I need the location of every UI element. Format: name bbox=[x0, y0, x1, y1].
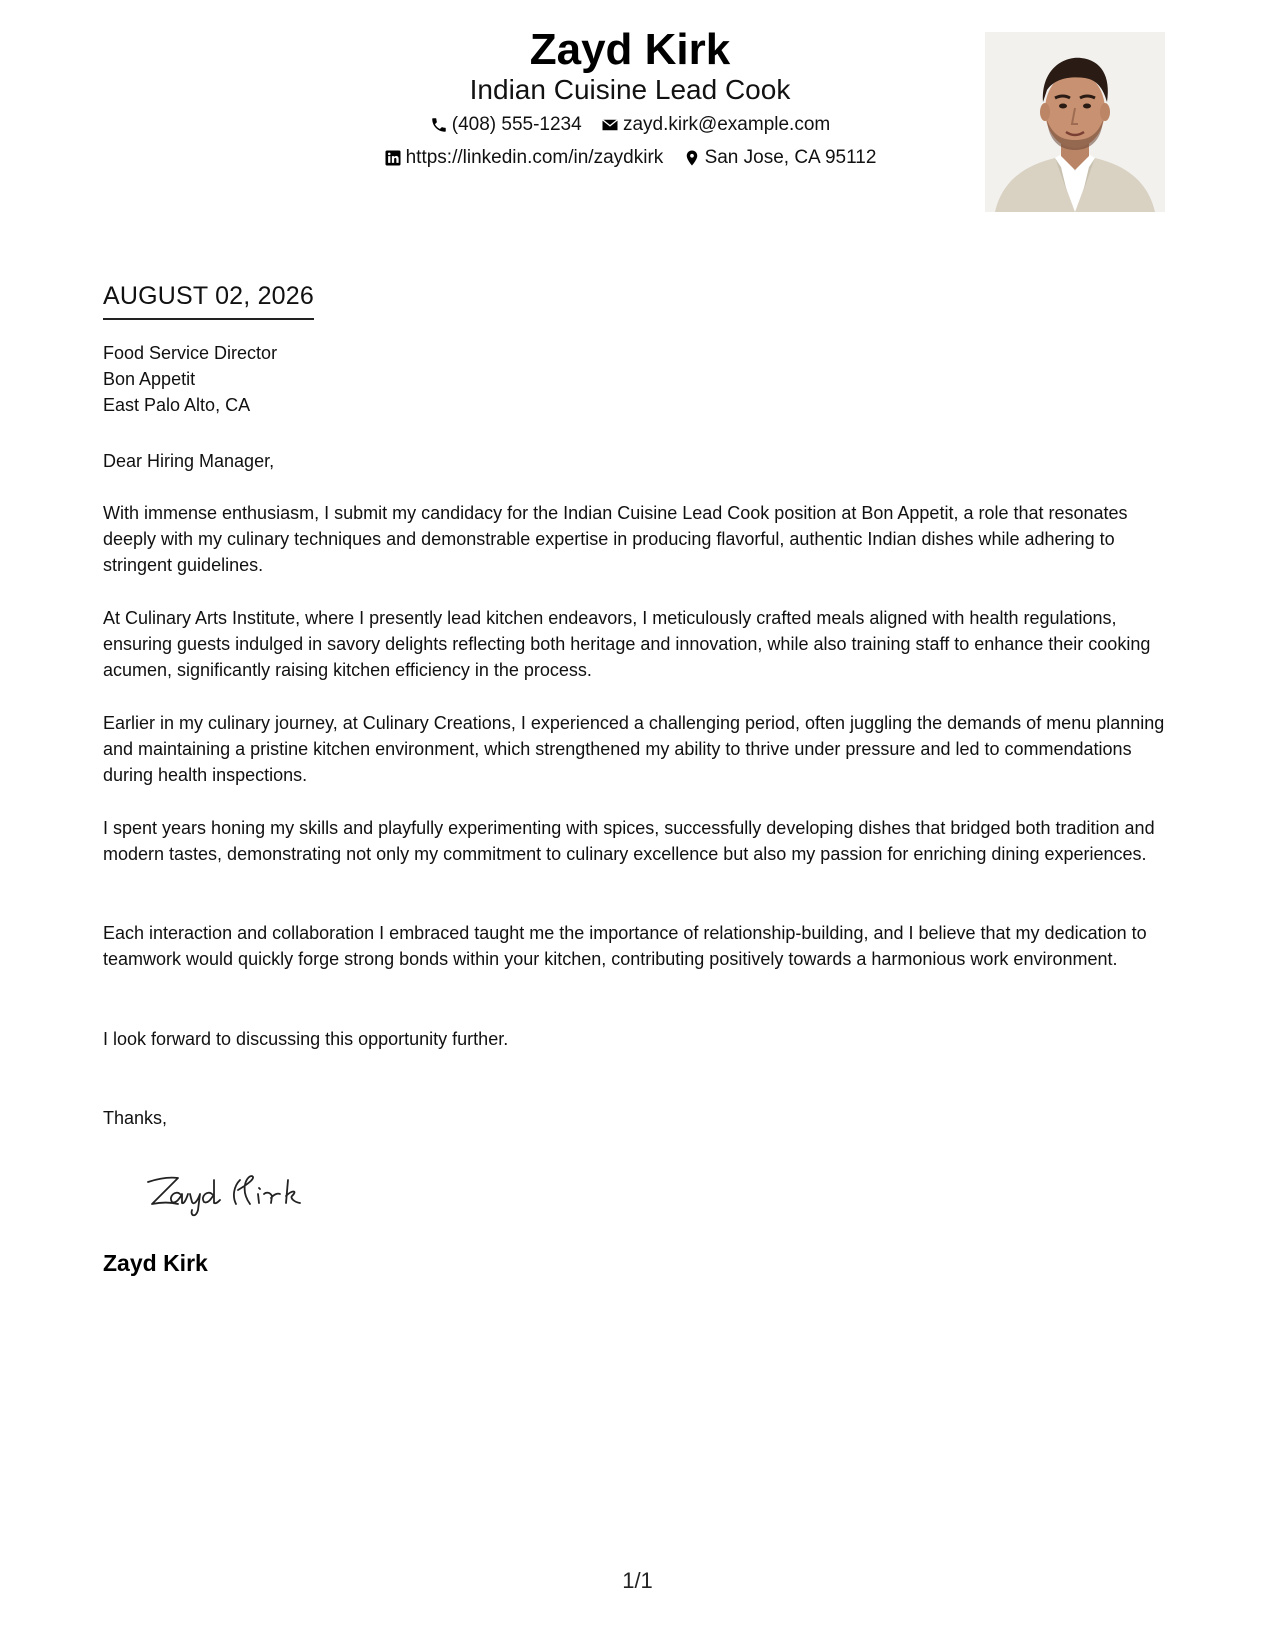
letter-date: AUGUST 02, 2026 bbox=[103, 280, 314, 320]
phone-text: (408) 555-1234 bbox=[451, 114, 582, 135]
signoff: Thanks, bbox=[103, 1108, 168, 1128]
recipient-location: East Palo Alto, CA bbox=[103, 395, 251, 415]
greeting: Dear Hiring Manager, bbox=[103, 451, 275, 471]
location-text: San Jose, CA 95112 bbox=[704, 147, 877, 168]
recipient-title: Food Service Director bbox=[103, 343, 278, 363]
phone-icon bbox=[430, 116, 448, 134]
profile-photo bbox=[985, 32, 1165, 212]
contact-email[interactable] bbox=[601, 112, 830, 138]
contact-phone bbox=[430, 112, 582, 138]
applicant-title: Indian Cuisine Lead Cook bbox=[469, 74, 791, 105]
signer-name: Zayd Kirk bbox=[103, 1250, 208, 1276]
handwritten-signature bbox=[140, 1160, 330, 1220]
contact-location bbox=[683, 145, 877, 171]
linkedin-link[interactable]: https://linkedin.com/in/zaydkirk bbox=[405, 147, 664, 168]
page-number: 1/1 bbox=[622, 1568, 653, 1593]
map-marker-icon bbox=[683, 149, 701, 167]
body-paragraph: With immense enthusiasm, I submit my candidacy for the Indian Cuisine Lead Cook position at Bon Appetit, a role that resonates deeply with my culinary techniques and demonstrable expertise in producing flavorful, authentic Indian dishes while adhering to stringent guidelines. bbox=[103, 503, 1128, 575]
linkedin-icon bbox=[384, 149, 402, 167]
body-paragraph: Each interaction and collaboration I embraced taught me the importance of relationship-building, and I believe that my dedication to teamwork would quickly forge strong bonds within your kitchen, contributing positively towards a harmonious work environment. bbox=[103, 923, 1147, 969]
closing-paragraph: I look forward to discussing this opportunity further. bbox=[103, 1029, 509, 1049]
applicant-name: Zayd Kirk bbox=[529, 25, 731, 74]
contact-linkedin[interactable] bbox=[384, 145, 664, 171]
email-link[interactable]: zayd.kirk@example.com bbox=[622, 114, 831, 135]
body-paragraph: Earlier in my culinary journey, at Culinary Creations, I experienced a challenging period, often juggling the demands of menu planning and maintaining a pristine kitchen environment, which strengthened my ability to thrive under pressure and led to commendations during health inspections. bbox=[103, 713, 1165, 785]
body-paragraph: At Culinary Arts Institute, where I presently lead kitchen endeavors, I meticulously crafted meals aligned with health regulations, ensuring guests indulged in savory delights reflecting both heritage and innovation, while also training staff to enhance their cooking acumen, significantly raising kitchen efficiency in the process. bbox=[103, 608, 1151, 680]
recipient-company: Bon Appetit bbox=[103, 369, 196, 389]
recipient-block bbox=[103, 340, 1178, 418]
body-paragraph: I spent years honing my skills and playfully experimenting with spices, successfully developing dishes that bridged both tradition and modern tastes, demonstrating not only my commitment to culinary excellence but also my passion for enriching dining experiences. bbox=[103, 818, 1155, 864]
envelope-icon bbox=[601, 116, 619, 134]
